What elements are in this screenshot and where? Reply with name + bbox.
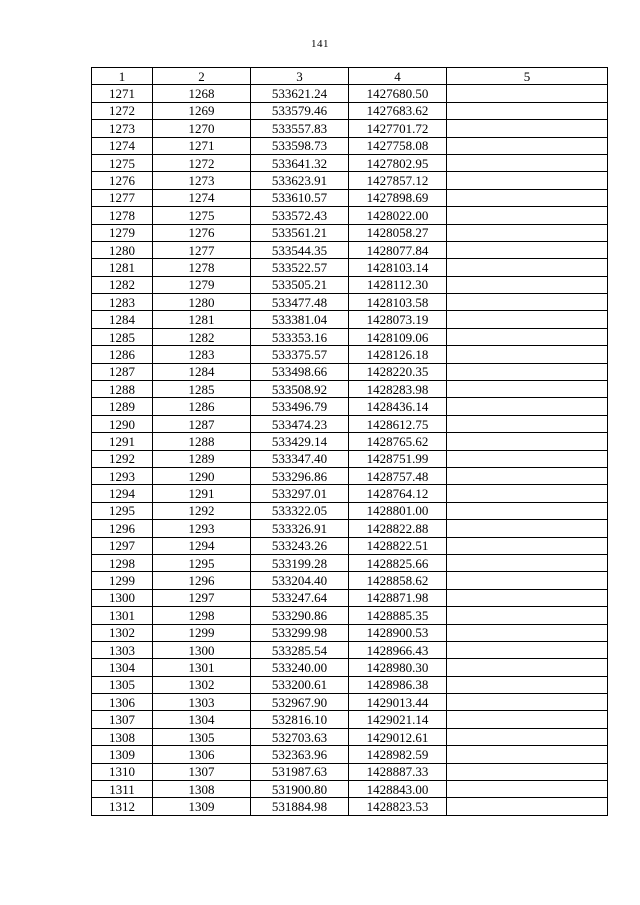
table-body — [92, 85, 608, 815]
source-number-cell: 1300 — [153, 641, 251, 658]
column-header-1: 1 — [92, 68, 153, 85]
source-number-cell: 1281 — [153, 311, 251, 328]
source-number-cell: 1272 — [153, 154, 251, 171]
table-row — [92, 102, 608, 119]
note-cell — [447, 154, 608, 171]
y-coordinate-cell: 1428825.66 — [349, 554, 447, 571]
x-coordinate-cell: 531900.80 — [251, 781, 349, 798]
table-row — [92, 433, 608, 450]
x-coordinate-cell: 533621.24 — [251, 85, 349, 102]
note-cell — [447, 485, 608, 502]
x-coordinate-cell: 533641.32 — [251, 154, 349, 171]
table-row — [92, 554, 608, 571]
point-number-cell: 1297 — [92, 537, 153, 554]
note-cell — [447, 120, 608, 137]
point-number-cell: 1285 — [92, 328, 153, 345]
x-coordinate-cell: 533326.91 — [251, 520, 349, 537]
page-number: 141 — [311, 38, 329, 50]
x-coordinate-cell: 533296.86 — [251, 467, 349, 484]
x-coordinate-cell: 533496.79 — [251, 398, 349, 415]
x-coordinate-cell: 533572.43 — [251, 207, 349, 224]
y-coordinate-cell: 1428126.18 — [349, 346, 447, 363]
coordinates-table — [91, 67, 608, 816]
source-number-cell: 1286 — [153, 398, 251, 415]
point-number-cell: 1312 — [92, 798, 153, 815]
y-coordinate-cell: 1428887.33 — [349, 763, 447, 780]
note-cell — [447, 624, 608, 641]
y-coordinate-cell: 1428765.62 — [349, 433, 447, 450]
note-cell — [447, 207, 608, 224]
source-number-cell: 1302 — [153, 676, 251, 693]
note-cell — [447, 415, 608, 432]
y-coordinate-cell: 1428058.27 — [349, 224, 447, 241]
y-coordinate-cell: 1429012.61 — [349, 728, 447, 745]
note-cell — [447, 746, 608, 763]
table-row — [92, 259, 608, 276]
x-coordinate-cell: 533290.86 — [251, 607, 349, 624]
point-number-cell: 1303 — [92, 641, 153, 658]
table-row — [92, 85, 608, 102]
table-row — [92, 485, 608, 502]
table-row — [92, 154, 608, 171]
source-number-cell: 1273 — [153, 172, 251, 189]
table-row — [92, 572, 608, 589]
x-coordinate-cell: 531987.63 — [251, 763, 349, 780]
y-coordinate-cell: 1427758.08 — [349, 137, 447, 154]
source-number-cell: 1275 — [153, 207, 251, 224]
point-number-cell: 1307 — [92, 711, 153, 728]
source-number-cell: 1287 — [153, 415, 251, 432]
y-coordinate-cell: 1428109.06 — [349, 328, 447, 345]
source-number-cell: 1274 — [153, 189, 251, 206]
column-header-2: 2 — [153, 68, 251, 85]
x-coordinate-cell: 533199.28 — [251, 554, 349, 571]
point-number-cell: 1294 — [92, 485, 153, 502]
x-coordinate-cell: 533243.26 — [251, 537, 349, 554]
table-row — [92, 381, 608, 398]
source-number-cell: 1298 — [153, 607, 251, 624]
source-number-cell: 1289 — [153, 450, 251, 467]
x-coordinate-cell: 533498.66 — [251, 363, 349, 380]
x-coordinate-cell: 533322.05 — [251, 502, 349, 519]
note-cell — [447, 172, 608, 189]
source-number-cell: 1297 — [153, 589, 251, 606]
source-number-cell: 1282 — [153, 328, 251, 345]
table-row — [92, 589, 608, 606]
y-coordinate-cell: 1428980.30 — [349, 659, 447, 676]
point-number-cell: 1291 — [92, 433, 153, 450]
point-number-cell: 1274 — [92, 137, 153, 154]
point-number-cell: 1278 — [92, 207, 153, 224]
y-coordinate-cell: 1428022.00 — [349, 207, 447, 224]
x-coordinate-cell: 532703.63 — [251, 728, 349, 745]
note-cell — [447, 433, 608, 450]
source-number-cell: 1283 — [153, 346, 251, 363]
point-number-cell: 1275 — [92, 154, 153, 171]
point-number-cell: 1304 — [92, 659, 153, 676]
point-number-cell: 1299 — [92, 572, 153, 589]
note-cell — [447, 363, 608, 380]
point-number-cell: 1292 — [92, 450, 153, 467]
source-number-cell: 1271 — [153, 137, 251, 154]
table-row — [92, 294, 608, 311]
note-cell — [447, 520, 608, 537]
point-number-cell: 1286 — [92, 346, 153, 363]
x-coordinate-cell: 533477.48 — [251, 294, 349, 311]
y-coordinate-cell: 1428858.62 — [349, 572, 447, 589]
column-header-4: 4 — [349, 68, 447, 85]
note-cell — [447, 189, 608, 206]
y-coordinate-cell: 1428823.53 — [349, 798, 447, 815]
x-coordinate-cell: 533347.40 — [251, 450, 349, 467]
note-cell — [447, 572, 608, 589]
point-number-cell: 1295 — [92, 502, 153, 519]
table-row — [92, 450, 608, 467]
column-header-3: 3 — [251, 68, 349, 85]
point-number-cell: 1306 — [92, 694, 153, 711]
table-row — [92, 241, 608, 258]
x-coordinate-cell: 533474.23 — [251, 415, 349, 432]
note-cell — [447, 589, 608, 606]
note-cell — [447, 85, 608, 102]
x-coordinate-cell: 533381.04 — [251, 311, 349, 328]
note-cell — [447, 137, 608, 154]
y-coordinate-cell: 1428436.14 — [349, 398, 447, 415]
point-number-cell: 1302 — [92, 624, 153, 641]
x-coordinate-cell: 533204.40 — [251, 572, 349, 589]
y-coordinate-cell: 1428801.00 — [349, 502, 447, 519]
note-cell — [447, 241, 608, 258]
table-row — [92, 746, 608, 763]
source-number-cell: 1299 — [153, 624, 251, 641]
y-coordinate-cell: 1428843.00 — [349, 781, 447, 798]
note-cell — [447, 798, 608, 815]
table-row — [92, 624, 608, 641]
source-number-cell: 1294 — [153, 537, 251, 554]
column-header-5: 5 — [447, 68, 608, 85]
y-coordinate-cell: 1428764.12 — [349, 485, 447, 502]
source-number-cell: 1280 — [153, 294, 251, 311]
point-number-cell: 1309 — [92, 746, 153, 763]
table-row — [92, 207, 608, 224]
note-cell — [447, 694, 608, 711]
note-cell — [447, 659, 608, 676]
table-row — [92, 641, 608, 658]
note-cell — [447, 641, 608, 658]
point-number-cell: 1296 — [92, 520, 153, 537]
source-number-cell: 1306 — [153, 746, 251, 763]
table-row — [92, 659, 608, 676]
table-row — [92, 224, 608, 241]
note-cell — [447, 728, 608, 745]
x-coordinate-cell: 533561.21 — [251, 224, 349, 241]
source-number-cell: 1277 — [153, 241, 251, 258]
source-number-cell: 1285 — [153, 381, 251, 398]
x-coordinate-cell: 533247.64 — [251, 589, 349, 606]
y-coordinate-cell: 1428112.30 — [349, 276, 447, 293]
y-coordinate-cell: 1428986.38 — [349, 676, 447, 693]
table-row — [92, 346, 608, 363]
table-row — [92, 711, 608, 728]
table-row — [92, 363, 608, 380]
point-number-cell: 1287 — [92, 363, 153, 380]
note-cell — [447, 294, 608, 311]
note-cell — [447, 102, 608, 119]
table-row — [92, 189, 608, 206]
table-row — [92, 728, 608, 745]
x-coordinate-cell: 533285.54 — [251, 641, 349, 658]
point-number-cell: 1288 — [92, 381, 153, 398]
y-coordinate-cell: 1427857.12 — [349, 172, 447, 189]
note-cell — [447, 502, 608, 519]
x-coordinate-cell: 533240.00 — [251, 659, 349, 676]
table-row — [92, 467, 608, 484]
y-coordinate-cell: 1429021.14 — [349, 711, 447, 728]
note-cell — [447, 328, 608, 345]
x-coordinate-cell: 531884.98 — [251, 798, 349, 815]
y-coordinate-cell: 1427701.72 — [349, 120, 447, 137]
source-number-cell: 1295 — [153, 554, 251, 571]
x-coordinate-cell: 533544.35 — [251, 241, 349, 258]
source-number-cell: 1304 — [153, 711, 251, 728]
source-number-cell: 1269 — [153, 102, 251, 119]
source-number-cell: 1309 — [153, 798, 251, 815]
x-coordinate-cell: 533557.83 — [251, 120, 349, 137]
table-row — [92, 137, 608, 154]
note-cell — [447, 450, 608, 467]
source-number-cell: 1296 — [153, 572, 251, 589]
point-number-cell: 1279 — [92, 224, 153, 241]
note-cell — [447, 763, 608, 780]
source-number-cell: 1305 — [153, 728, 251, 745]
table-row — [92, 537, 608, 554]
note-cell — [447, 554, 608, 571]
x-coordinate-cell: 533623.91 — [251, 172, 349, 189]
x-coordinate-cell: 533598.73 — [251, 137, 349, 154]
x-coordinate-cell: 532816.10 — [251, 711, 349, 728]
source-number-cell: 1270 — [153, 120, 251, 137]
point-number-cell: 1283 — [92, 294, 153, 311]
source-number-cell: 1290 — [153, 467, 251, 484]
y-coordinate-cell: 1428822.51 — [349, 537, 447, 554]
y-coordinate-cell: 1428751.99 — [349, 450, 447, 467]
source-number-cell: 1307 — [153, 763, 251, 780]
x-coordinate-cell: 533522.57 — [251, 259, 349, 276]
x-coordinate-cell: 533508.92 — [251, 381, 349, 398]
y-coordinate-cell: 1428885.35 — [349, 607, 447, 624]
table-row — [92, 520, 608, 537]
table-row — [92, 311, 608, 328]
y-coordinate-cell: 1428283.98 — [349, 381, 447, 398]
y-coordinate-cell: 1428073.19 — [349, 311, 447, 328]
point-number-cell: 1311 — [92, 781, 153, 798]
note-cell — [447, 346, 608, 363]
source-number-cell: 1308 — [153, 781, 251, 798]
source-number-cell: 1303 — [153, 694, 251, 711]
point-number-cell: 1301 — [92, 607, 153, 624]
point-number-cell: 1282 — [92, 276, 153, 293]
table-row — [92, 415, 608, 432]
point-number-cell: 1289 — [92, 398, 153, 415]
y-coordinate-cell: 1428871.98 — [349, 589, 447, 606]
y-coordinate-cell: 1428966.43 — [349, 641, 447, 658]
y-coordinate-cell: 1429013.44 — [349, 694, 447, 711]
table-row — [92, 398, 608, 415]
point-number-cell: 1310 — [92, 763, 153, 780]
point-number-cell: 1298 — [92, 554, 153, 571]
point-number-cell: 1300 — [92, 589, 153, 606]
table-row — [92, 120, 608, 137]
y-coordinate-cell: 1427898.69 — [349, 189, 447, 206]
source-number-cell: 1301 — [153, 659, 251, 676]
source-number-cell: 1276 — [153, 224, 251, 241]
note-cell — [447, 398, 608, 415]
table-row — [92, 781, 608, 798]
point-number-cell: 1276 — [92, 172, 153, 189]
point-number-cell: 1273 — [92, 120, 153, 137]
table-header — [92, 68, 608, 85]
source-number-cell: 1291 — [153, 485, 251, 502]
point-number-cell: 1293 — [92, 467, 153, 484]
point-number-cell: 1277 — [92, 189, 153, 206]
note-cell — [447, 224, 608, 241]
note-cell — [447, 676, 608, 693]
x-coordinate-cell: 533297.01 — [251, 485, 349, 502]
y-coordinate-cell: 1427683.62 — [349, 102, 447, 119]
y-coordinate-cell: 1427802.95 — [349, 154, 447, 171]
x-coordinate-cell: 533353.16 — [251, 328, 349, 345]
y-coordinate-cell: 1428612.75 — [349, 415, 447, 432]
note-cell — [447, 467, 608, 484]
point-number-cell: 1308 — [92, 728, 153, 745]
x-coordinate-cell: 533579.46 — [251, 102, 349, 119]
x-coordinate-cell: 533505.21 — [251, 276, 349, 293]
note-cell — [447, 311, 608, 328]
point-number-cell: 1280 — [92, 241, 153, 258]
point-number-cell: 1281 — [92, 259, 153, 276]
header-row — [92, 68, 608, 85]
source-number-cell: 1279 — [153, 276, 251, 293]
source-number-cell: 1278 — [153, 259, 251, 276]
table-row — [92, 328, 608, 345]
x-coordinate-cell: 533299.98 — [251, 624, 349, 641]
source-number-cell: 1268 — [153, 85, 251, 102]
note-cell — [447, 711, 608, 728]
point-number-cell: 1290 — [92, 415, 153, 432]
y-coordinate-cell: 1428900.53 — [349, 624, 447, 641]
note-cell — [447, 537, 608, 554]
note-cell — [447, 607, 608, 624]
source-number-cell: 1292 — [153, 502, 251, 519]
y-coordinate-cell: 1428077.84 — [349, 241, 447, 258]
note-cell — [447, 381, 608, 398]
table-row — [92, 676, 608, 693]
x-coordinate-cell: 533200.61 — [251, 676, 349, 693]
x-coordinate-cell: 533610.57 — [251, 189, 349, 206]
source-number-cell: 1288 — [153, 433, 251, 450]
point-number-cell: 1305 — [92, 676, 153, 693]
x-coordinate-cell: 533375.57 — [251, 346, 349, 363]
x-coordinate-cell: 532363.96 — [251, 746, 349, 763]
point-number-cell: 1272 — [92, 102, 153, 119]
source-number-cell: 1293 — [153, 520, 251, 537]
table-row — [92, 502, 608, 519]
note-cell — [447, 781, 608, 798]
point-number-cell: 1284 — [92, 311, 153, 328]
note-cell — [447, 259, 608, 276]
table-row — [92, 276, 608, 293]
table-row — [92, 694, 608, 711]
y-coordinate-cell: 1428757.48 — [349, 467, 447, 484]
x-coordinate-cell: 533429.14 — [251, 433, 349, 450]
y-coordinate-cell: 1428103.14 — [349, 259, 447, 276]
y-coordinate-cell: 1428220.35 — [349, 363, 447, 380]
x-coordinate-cell: 532967.90 — [251, 694, 349, 711]
table-row — [92, 172, 608, 189]
y-coordinate-cell: 1427680.50 — [349, 85, 447, 102]
note-cell — [447, 276, 608, 293]
y-coordinate-cell: 1428103.58 — [349, 294, 447, 311]
point-number-cell: 1271 — [92, 85, 153, 102]
y-coordinate-cell: 1428982.59 — [349, 746, 447, 763]
source-number-cell: 1284 — [153, 363, 251, 380]
y-coordinate-cell: 1428822.88 — [349, 520, 447, 537]
table-row — [92, 607, 608, 624]
table-row — [92, 763, 608, 780]
table-row — [92, 798, 608, 815]
